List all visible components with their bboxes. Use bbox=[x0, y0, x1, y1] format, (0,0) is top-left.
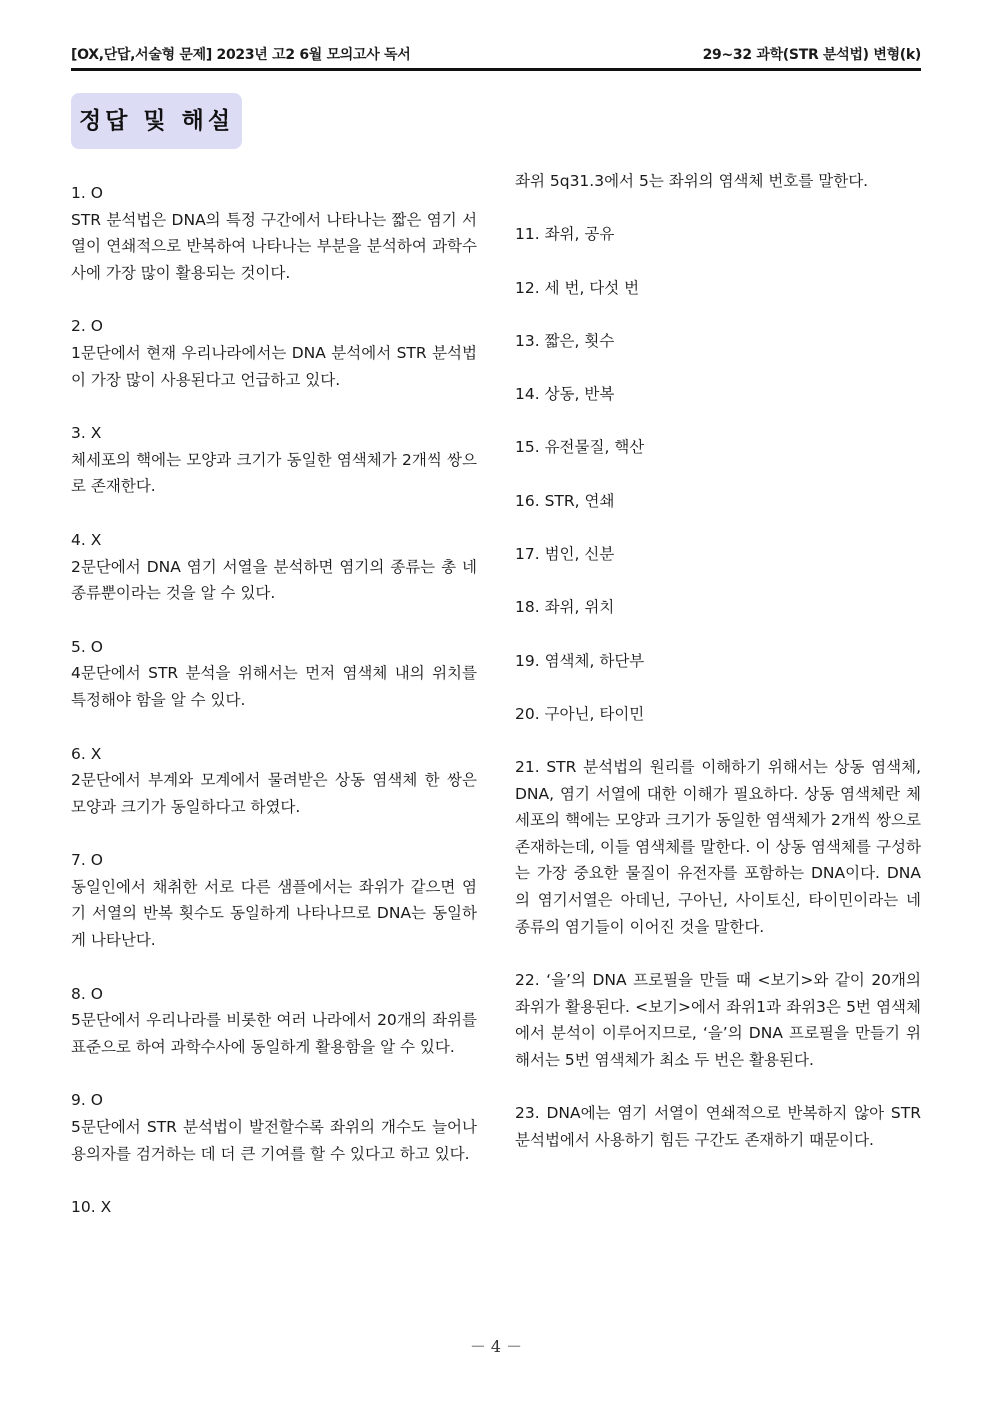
answer-item-9 bbox=[71, 1087, 477, 1167]
answer-item-2 bbox=[71, 313, 477, 393]
answer-item-14: 14. 상동, 반복 bbox=[515, 385, 615, 404]
section-title: 정답 및 해설 bbox=[71, 93, 242, 149]
answer-number: 5. O bbox=[71, 637, 103, 656]
answer-item-22: 22. ‘을’의 DNA 프로필을 만들 때 <보기>와 같이 20개의 좌위가 활용된다. <보기>에서 좌위1과 좌위3은 5번 염색체에서 분석이 이루어지므로, ‘을’의 DNA 프로필을 만들기 위해서는 5번 염색체가 최소 두 번은 활용된다. bbox=[515, 970, 921, 1069]
answer-explanation: 4문단에서 STR 분석을 위해서는 먼저 염색체 내의 위치를 특정해야 함을 알 수 있다. bbox=[71, 664, 477, 709]
answer-item-15: 15. 유전물질, 핵산 bbox=[515, 438, 645, 457]
answer-item-3 bbox=[71, 420, 477, 500]
answer-number: 9. O bbox=[71, 1091, 103, 1110]
answer-item-16: 16. STR, 연쇄 bbox=[515, 491, 615, 510]
answer-item-1 bbox=[71, 180, 477, 286]
answer-item-5 bbox=[71, 634, 477, 714]
answer-item-23: 23. DNA에는 염기 서열이 연쇄적으로 반복하지 않아 STR 분석법에서 사용하기 힘든 구간도 존재하기 때문이다. bbox=[515, 1104, 921, 1149]
answer-explanation: 5문단에서 우리나라를 비롯한 여러 나라에서 20개의 좌위를 표준으로 하여 과학수사에 동일하게 활용함을 알 수 있다. bbox=[71, 1011, 477, 1056]
answer-item-4 bbox=[71, 527, 477, 607]
left-column bbox=[71, 180, 477, 1248]
answer-item-10 bbox=[71, 1194, 477, 1221]
right-column bbox=[515, 168, 921, 1180]
answer-10-continuation: 좌위 5q31.3에서 5는 좌위의 염색체 번호를 말한다. bbox=[515, 172, 869, 190]
answer-item-21: 21. STR 분석법의 원리를 이해하기 위해서는 상동 염색체, DNA, 염기 서열에 대한 이해가 필요하다. 상동 염색체란 체세포의 핵에는 모양과 크기가 동일한 염색체가 2개씩 쌍으로 존재하는데, 이들 염색체를 말한다. 이 상동 염색체를 구성하는 가장 중요한 물질이 유전자를 포함하는 DNA이다. DNA의 염기서열은 아데닌, 구아닌, 사이토신, 타이민이라는 네 종류의 염기들이 이어진 것을 말한다. bbox=[515, 758, 921, 936]
page-header bbox=[71, 44, 921, 66]
answer-explanation: 5문단에서 STR 분석법이 발전할수록 좌위의 개수도 늘어나 용의자를 검거하는 데 더 큰 기여를 할 수 있다고 하고 있다. bbox=[71, 1118, 477, 1163]
answer-item-18: 18. 좌위, 위치 bbox=[515, 598, 615, 617]
answer-item-8 bbox=[71, 981, 477, 1061]
answer-item-6 bbox=[71, 741, 477, 821]
answer-explanation: 체세포의 핵에는 모양과 크기가 동일한 염색체가 2개씩 쌍으로 존재한다. bbox=[71, 450, 477, 496]
answer-item-11: 11. 좌위, 공유 bbox=[515, 225, 615, 244]
answer-number: 8. O bbox=[71, 984, 103, 1003]
answer-item-7 bbox=[71, 847, 477, 953]
answer-number: 6. X bbox=[71, 744, 102, 763]
answer-explanation: 2문단에서 부계와 모계에서 물려받은 상동 염색체 한 쌍은 모양과 크기가 동일하다고 하였다. bbox=[71, 771, 477, 816]
answer-explanation: STR 분석법은 DNA의 특정 구간에서 나타나는 짧은 염기 서열이 연쇄적으로 반복하여 나타나는 부분을 분석하여 과학수사에 가장 많이 활용되는 것이다. bbox=[71, 210, 477, 282]
answer-number: 4. X bbox=[71, 530, 102, 549]
answer-number: 10. X bbox=[71, 1198, 112, 1217]
header-right-title: 29~32 과학(STR 분석법) 변형(k) bbox=[702, 47, 921, 63]
answer-number: 3. X bbox=[71, 424, 102, 443]
answer-explanation: 동일인에서 채취한 서로 다른 샘플에서는 좌위가 같으면 염기 서열의 반복 횟수도 동일하게 나타나므로 DNA는 동일하게 나타난다. bbox=[71, 877, 477, 950]
answer-item-20: 20. 구아닌, 타이민 bbox=[515, 704, 645, 723]
answer-item-17: 17. 범인, 신분 bbox=[515, 544, 615, 563]
header-divider bbox=[71, 68, 921, 71]
answer-explanation: 2문단에서 DNA 염기 서열을 분석하면 염기의 종류는 총 네 종류뿐이라는 것을 알 수 있다. bbox=[71, 557, 477, 603]
answer-explanation: 1문단에서 현재 우리나라에서는 DNA 분석에서 STR 분석법이 가장 많이 사용된다고 언급하고 있다. bbox=[71, 343, 477, 389]
answer-item-13: 13. 짧은, 횟수 bbox=[515, 331, 615, 350]
page-number: － 4 － bbox=[469, 1337, 523, 1356]
answer-number: 2. O bbox=[71, 317, 103, 336]
answer-number: 1. O bbox=[71, 184, 103, 202]
answer-item-19: 19. 염색체, 하단부 bbox=[515, 651, 645, 670]
answer-item-12: 12. 세 번, 다섯 번 bbox=[515, 278, 640, 297]
header-left-title: [OX,단답,서술형 문제] 2023년 고2 6월 모의고사 독서 bbox=[71, 47, 411, 63]
answer-number: 7. O bbox=[71, 851, 103, 870]
